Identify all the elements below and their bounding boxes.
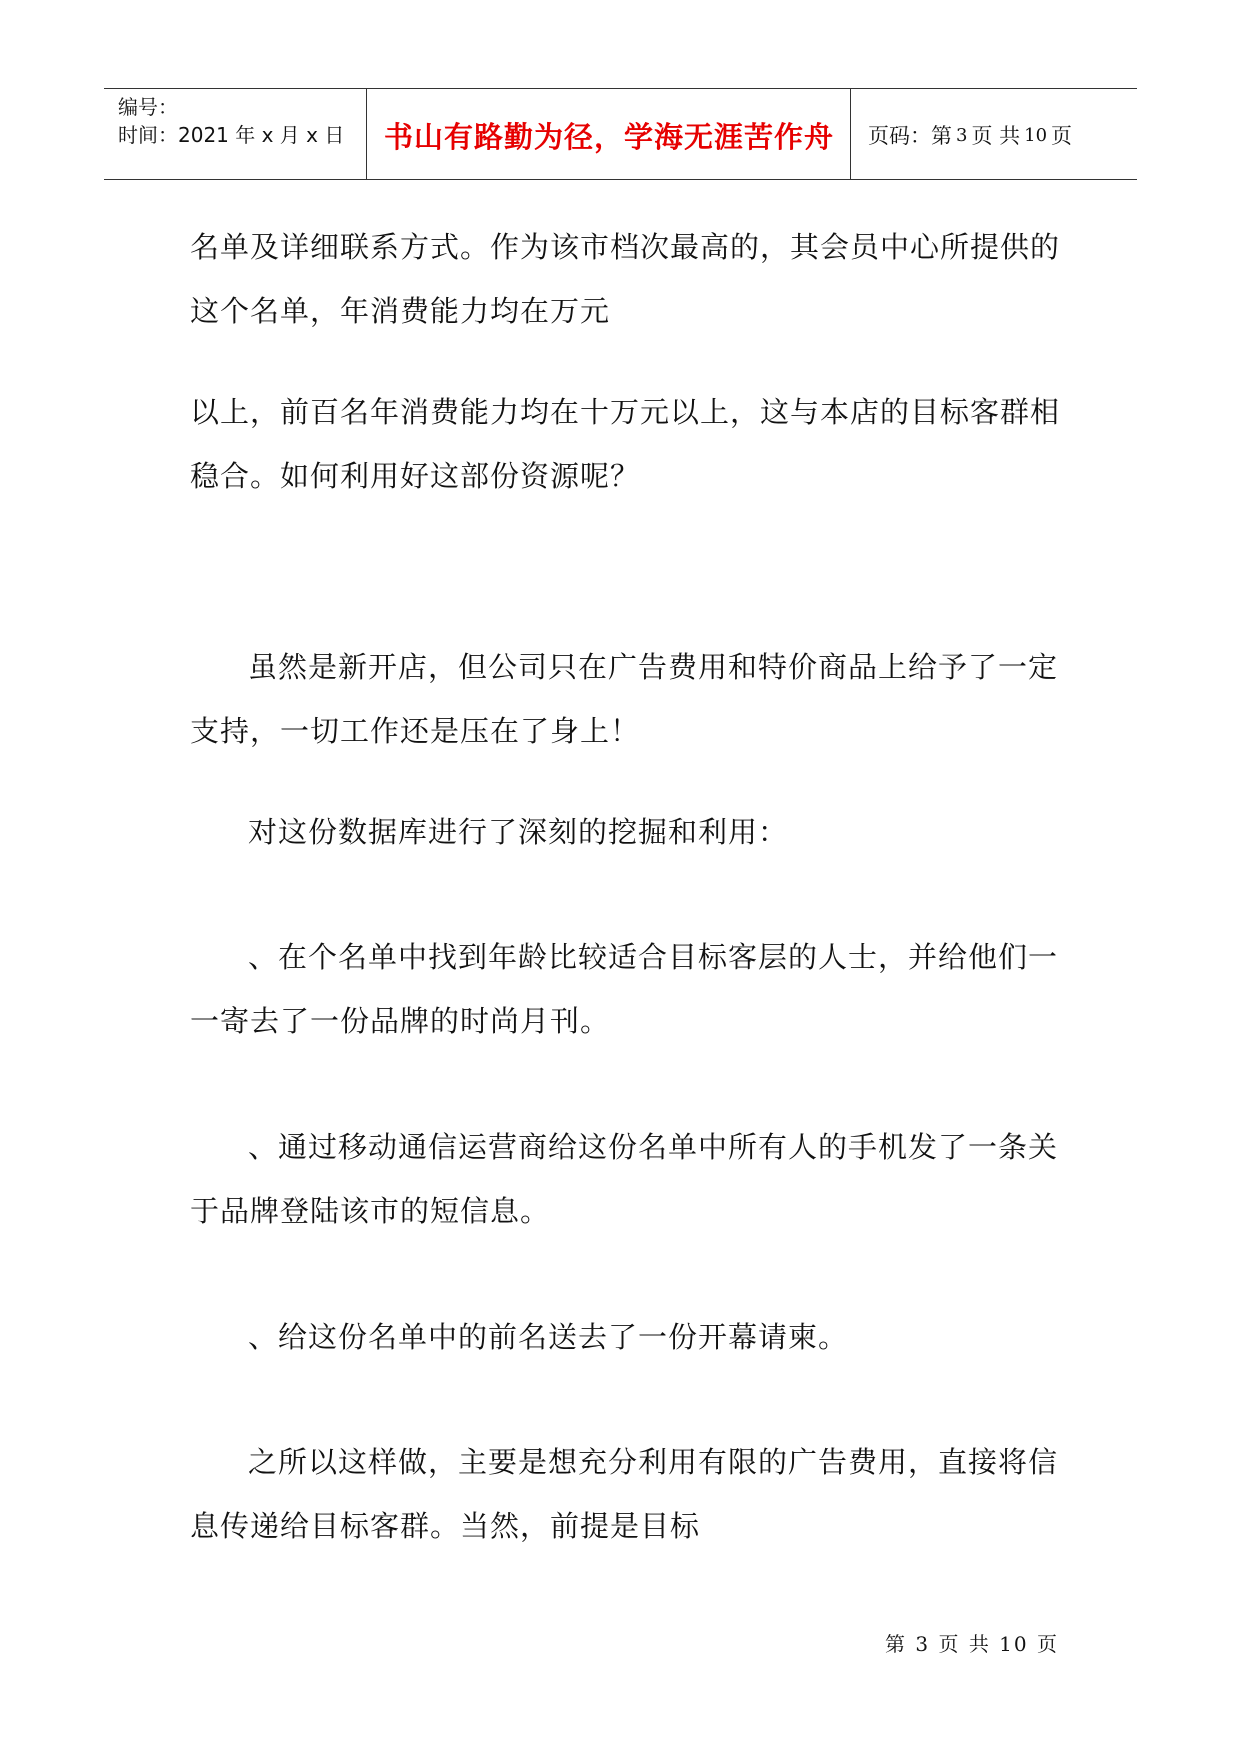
paragraph: 对这份数据库进行了深刻的挖掘和利用：: [248, 815, 789, 849]
page-suffix: 页: [1051, 124, 1073, 148]
header-page-info: [868, 89, 1072, 181]
page-header: [104, 88, 1137, 180]
number-label: 编号：: [118, 95, 178, 119]
header-motto: 书山有路勤为径，学海无涯苦作舟: [383, 119, 834, 154]
document-body: [190, 215, 1061, 1543]
paragraph: 、在个名单中找到年龄比较适合目标客层的人士，并给他们一一寄去了一份品牌的时尚月刊。: [190, 940, 1059, 1038]
paragraph: 虽然是新开店，但公司只在广告费用和特价商品上给予了一定支持，一切工作还是压在了身上！: [190, 650, 1059, 748]
paragraph: 以上，前百名年消费能力均在十万元以上，这与本店的目标客群相稳合。如何利用好这部份资源呢？: [190, 395, 1061, 493]
paragraph: 名单及详细联系方式。作为该市档次最高的，其会员中心所提供的这个名单，年消费能力均在万元: [190, 230, 1061, 328]
header-divider-right: [850, 89, 851, 179]
header-meta: [118, 93, 344, 149]
page-current: 3: [956, 124, 968, 146]
time-label: 时间：2021 年 x 月 x 日: [118, 123, 345, 147]
page-total: 10: [1024, 124, 1048, 146]
header-divider-left: [366, 89, 367, 179]
page-middle: 页 共: [971, 124, 1021, 148]
paragraph: 、给这份名单中的前名送去了一份开幕请柬。: [248, 1320, 849, 1354]
page-footer: 第 3 页 共 10 页: [885, 1632, 1059, 1656]
page-prefix: 页码：第: [868, 124, 952, 148]
paragraph: 之所以这样做，主要是想充分利用有限的广告费用，直接将信息传递给目标客群。当然，前提是目标: [190, 1445, 1059, 1543]
paragraph: 、通过移动通信运营商给这份名单中所有人的手机发了一条关于品牌登陆该市的短信息。: [190, 1130, 1059, 1228]
